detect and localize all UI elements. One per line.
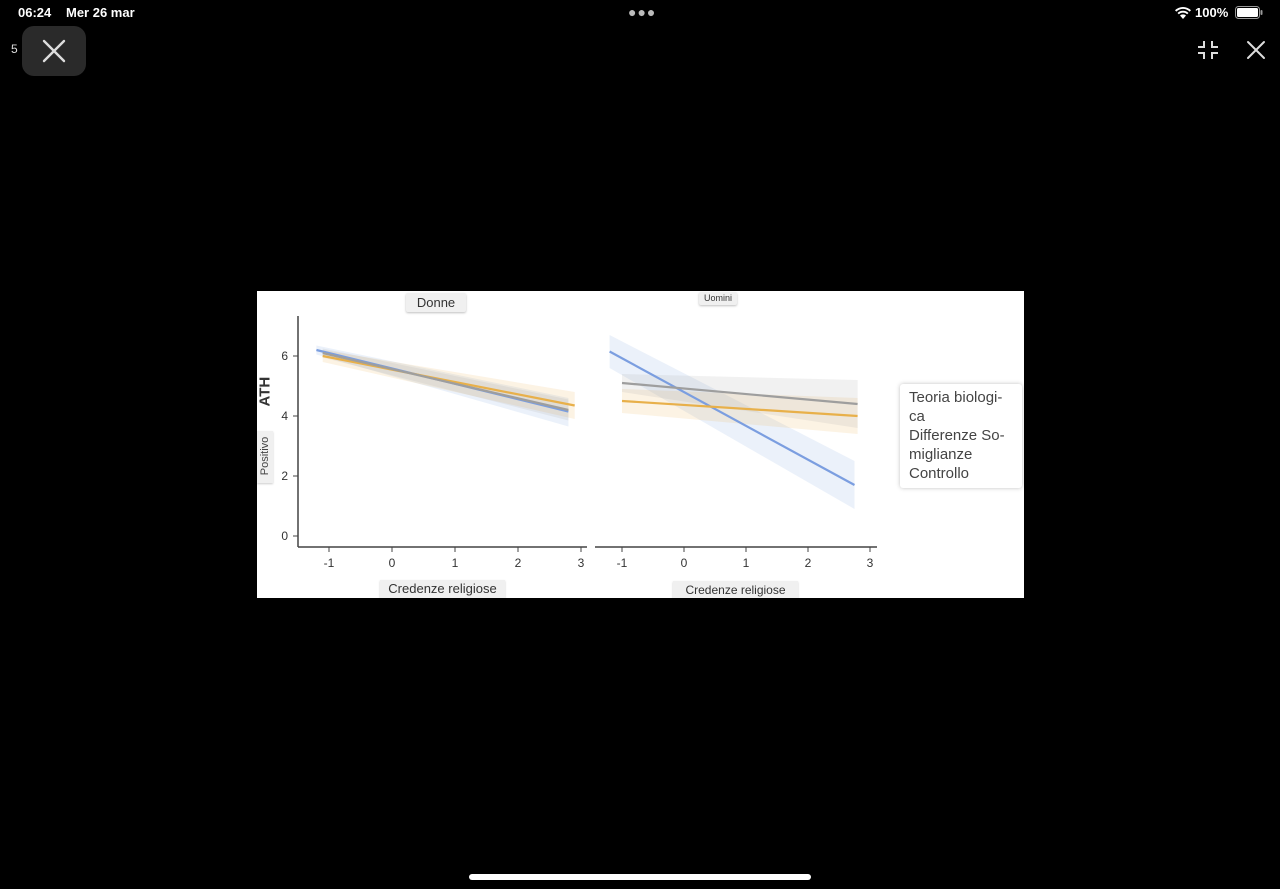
page-counter: 5 [11,42,18,56]
x-axis-label-left: Credenze religiose [380,580,505,598]
x-tick-label: 3 [577,556,585,570]
series-line [323,353,569,410]
y-axis-label: ATH [257,376,274,407]
status-date: Mer 26 mar [66,5,135,20]
legend-item-controllo: Controllo [909,465,970,482]
close-viewer-icon[interactable] [1246,40,1266,60]
wifi-icon [1174,6,1192,20]
y-axis-sublabel [257,431,273,483]
x-tick-label: 1 [742,556,750,570]
x-axis-label-right: Credenze religiose [673,581,798,598]
battery-icon [1235,6,1263,19]
multitasking-dots-icon[interactable]: ●●● [628,4,657,20]
confidence-band [323,349,569,421]
home-indicator[interactable] [469,874,811,880]
battery-percent: 100% [1195,5,1229,20]
close-button[interactable] [22,26,86,76]
y-tick-label: 4 [281,409,288,423]
x-tick-label: 2 [804,556,812,570]
status-time: 06:24 [18,5,52,20]
y-axis-sublabel-text: Positivo [259,436,271,476]
panel-title-uomini: Uomini [699,292,737,305]
x-tick-label: 0 [680,556,688,570]
x-tick-label: 0 [388,556,396,570]
panel-title-donne: Donne [406,293,466,312]
x-tick-label: -1 [323,556,335,570]
series-line [323,356,575,406]
legend-item-teoria-biologica: Teoria biologi- ca [909,389,1003,425]
x-tick-label: 1 [451,556,459,570]
legend-item-differenze-somiglianze: Differenze So- miglianze [909,427,1005,463]
x-tick-label: -1 [616,556,628,570]
y-tick-label: 0 [281,529,288,543]
close-icon [41,38,67,64]
exit-fullscreen-icon[interactable] [1197,40,1219,60]
legend [900,384,1022,488]
x-tick-label: 2 [514,556,522,570]
x-tick-label: 3 [866,556,874,570]
status-bar [0,0,1280,26]
chart-figure [257,291,1024,598]
y-tick-label: 6 [281,349,288,363]
y-tick-label: 2 [281,469,288,483]
